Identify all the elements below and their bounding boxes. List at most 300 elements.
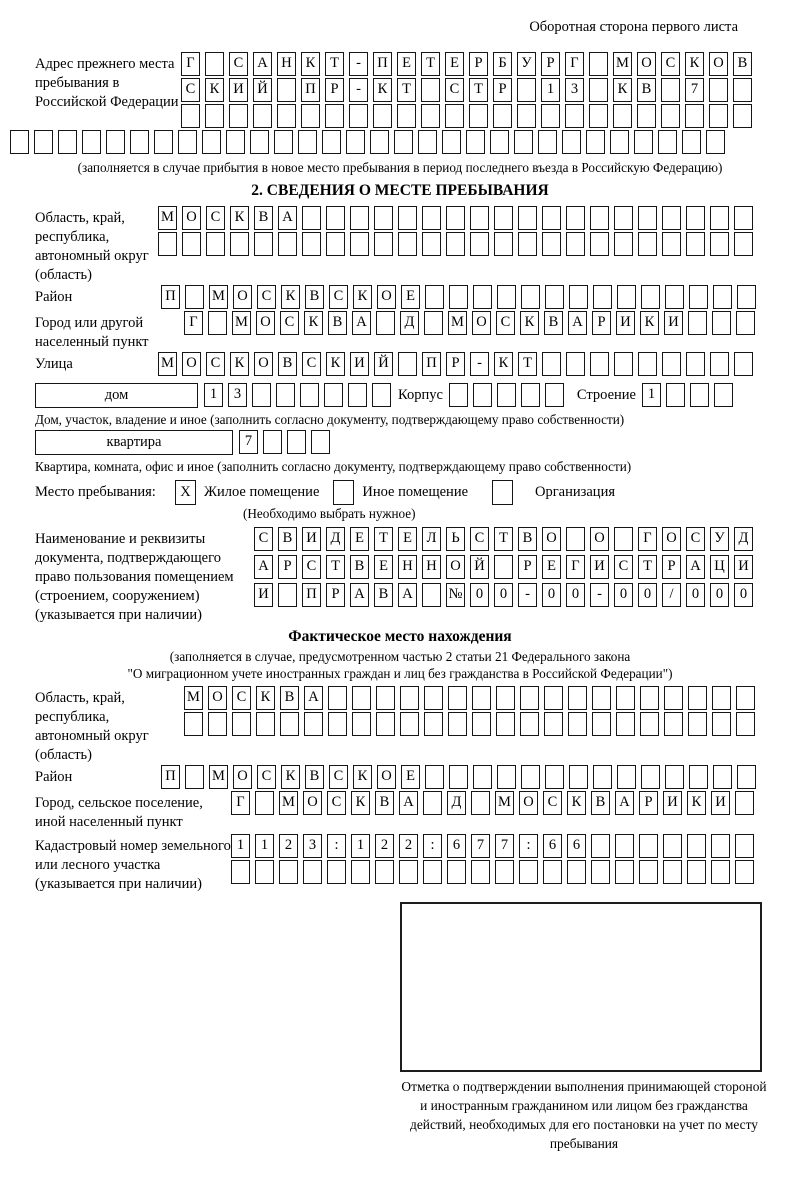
checkbox-residential[interactable]: X bbox=[175, 480, 196, 505]
char-cell[interactable] bbox=[662, 232, 681, 256]
char-cell[interactable] bbox=[348, 383, 367, 407]
char-cell[interactable]: Б bbox=[493, 52, 512, 76]
char-cell[interactable]: Л bbox=[422, 527, 441, 551]
char-cell[interactable]: В bbox=[591, 791, 610, 815]
char-cell[interactable]: В bbox=[637, 78, 656, 102]
char-cell[interactable] bbox=[252, 383, 271, 407]
char-cell[interactable] bbox=[637, 104, 656, 128]
char-cell[interactable]: О bbox=[519, 791, 538, 815]
char-cell[interactable] bbox=[130, 130, 149, 154]
char-cell[interactable] bbox=[352, 686, 371, 710]
char-cell[interactable] bbox=[494, 232, 513, 256]
char-cell[interactable] bbox=[376, 686, 395, 710]
char-cell[interactable]: 7 bbox=[239, 430, 258, 454]
char-cell[interactable] bbox=[497, 765, 516, 789]
char-cell[interactable]: О bbox=[377, 765, 396, 789]
char-cell[interactable] bbox=[545, 383, 564, 407]
char-cell[interactable] bbox=[710, 206, 729, 230]
char-cell[interactable] bbox=[689, 765, 708, 789]
char-cell[interactable]: К bbox=[205, 78, 224, 102]
char-cell[interactable] bbox=[447, 860, 466, 884]
char-cell[interactable]: М bbox=[232, 311, 251, 335]
char-cell[interactable] bbox=[446, 232, 465, 256]
char-cell[interactable]: Й bbox=[374, 352, 393, 376]
char-cell[interactable] bbox=[614, 232, 633, 256]
char-cell[interactable]: О bbox=[637, 52, 656, 76]
checkbox-organization[interactable] bbox=[492, 480, 513, 505]
char-cell[interactable] bbox=[567, 860, 586, 884]
char-cell[interactable]: К bbox=[687, 791, 706, 815]
char-cell[interactable] bbox=[229, 104, 248, 128]
char-cell[interactable]: К bbox=[281, 765, 300, 789]
char-cell[interactable] bbox=[733, 104, 752, 128]
char-cell[interactable] bbox=[448, 712, 467, 736]
char-cell[interactable] bbox=[394, 130, 413, 154]
char-cell[interactable] bbox=[712, 686, 731, 710]
char-cell[interactable] bbox=[663, 860, 682, 884]
char-cell[interactable]: К bbox=[256, 686, 275, 710]
char-cell[interactable] bbox=[497, 285, 516, 309]
char-cell[interactable]: К bbox=[281, 285, 300, 309]
char-cell[interactable] bbox=[734, 232, 753, 256]
char-cell[interactable]: О bbox=[233, 285, 252, 309]
char-cell[interactable] bbox=[373, 104, 392, 128]
char-cell[interactable] bbox=[449, 383, 468, 407]
char-cell[interactable] bbox=[589, 78, 608, 102]
char-cell[interactable]: Г bbox=[638, 527, 657, 551]
char-cell[interactable] bbox=[658, 130, 677, 154]
char-cell[interactable]: К bbox=[353, 765, 372, 789]
char-cell[interactable]: В bbox=[733, 52, 752, 76]
char-cell[interactable] bbox=[590, 352, 609, 376]
char-cell[interactable] bbox=[706, 130, 725, 154]
char-cell[interactable] bbox=[565, 104, 584, 128]
char-cell[interactable]: 2 bbox=[375, 834, 394, 858]
char-cell[interactable]: О bbox=[446, 555, 465, 579]
char-cell[interactable] bbox=[279, 860, 298, 884]
char-cell[interactable]: 0 bbox=[710, 583, 729, 607]
char-cell[interactable] bbox=[494, 206, 513, 230]
char-cell[interactable] bbox=[494, 555, 513, 579]
char-cell[interactable]: А bbox=[253, 52, 272, 76]
char-cell[interactable]: С bbox=[254, 527, 273, 551]
char-cell[interactable] bbox=[449, 765, 468, 789]
char-cell[interactable] bbox=[495, 860, 514, 884]
char-cell[interactable] bbox=[473, 285, 492, 309]
char-cell[interactable] bbox=[422, 583, 441, 607]
char-cell[interactable] bbox=[425, 285, 444, 309]
char-cell[interactable]: М bbox=[209, 285, 228, 309]
char-cell[interactable]: 0 bbox=[542, 583, 561, 607]
char-cell[interactable] bbox=[736, 686, 755, 710]
char-cell[interactable]: Ь bbox=[446, 527, 465, 551]
char-cell[interactable] bbox=[542, 232, 561, 256]
char-cell[interactable] bbox=[569, 765, 588, 789]
char-cell[interactable]: О bbox=[377, 285, 396, 309]
char-cell[interactable] bbox=[372, 383, 391, 407]
char-cell[interactable]: О bbox=[208, 686, 227, 710]
char-cell[interactable] bbox=[250, 130, 269, 154]
char-cell[interactable] bbox=[418, 130, 437, 154]
char-cell[interactable] bbox=[399, 860, 418, 884]
char-cell[interactable] bbox=[326, 232, 345, 256]
char-cell[interactable] bbox=[711, 860, 730, 884]
char-cell[interactable] bbox=[521, 285, 540, 309]
char-cell[interactable] bbox=[424, 311, 443, 335]
char-cell[interactable] bbox=[328, 686, 347, 710]
char-cell[interactable] bbox=[278, 583, 297, 607]
char-cell[interactable]: № bbox=[446, 583, 465, 607]
char-cell[interactable] bbox=[278, 232, 297, 256]
char-cell[interactable] bbox=[349, 104, 368, 128]
char-cell[interactable] bbox=[544, 686, 563, 710]
char-cell[interactable] bbox=[687, 860, 706, 884]
char-cell[interactable] bbox=[274, 130, 293, 154]
char-cell[interactable] bbox=[230, 232, 249, 256]
char-cell[interactable] bbox=[614, 352, 633, 376]
char-cell[interactable] bbox=[374, 232, 393, 256]
char-cell[interactable] bbox=[592, 686, 611, 710]
char-cell[interactable] bbox=[712, 712, 731, 736]
char-cell[interactable]: Р bbox=[325, 78, 344, 102]
char-cell[interactable] bbox=[566, 352, 585, 376]
char-cell[interactable] bbox=[158, 232, 177, 256]
char-cell[interactable] bbox=[590, 206, 609, 230]
char-cell[interactable]: К bbox=[230, 206, 249, 230]
char-cell[interactable] bbox=[592, 712, 611, 736]
char-cell[interactable]: К bbox=[613, 78, 632, 102]
char-cell[interactable]: А bbox=[615, 791, 634, 815]
char-cell[interactable]: С bbox=[181, 78, 200, 102]
char-cell[interactable] bbox=[446, 206, 465, 230]
char-cell[interactable]: С bbox=[206, 206, 225, 230]
char-cell[interactable] bbox=[106, 130, 125, 154]
char-cell[interactable] bbox=[298, 130, 317, 154]
char-cell[interactable]: С bbox=[229, 52, 248, 76]
char-cell[interactable] bbox=[277, 78, 296, 102]
char-cell[interactable]: В bbox=[278, 527, 297, 551]
char-cell[interactable]: К bbox=[685, 52, 704, 76]
char-cell[interactable] bbox=[514, 130, 533, 154]
char-cell[interactable]: Р bbox=[518, 555, 537, 579]
char-cell[interactable] bbox=[442, 130, 461, 154]
char-cell[interactable]: 0 bbox=[734, 583, 753, 607]
char-cell[interactable] bbox=[519, 860, 538, 884]
char-cell[interactable] bbox=[617, 285, 636, 309]
char-cell[interactable]: В bbox=[350, 555, 369, 579]
char-cell[interactable]: 2 bbox=[279, 834, 298, 858]
char-cell[interactable] bbox=[449, 285, 468, 309]
char-cell[interactable]: Е bbox=[398, 527, 417, 551]
char-cell[interactable] bbox=[736, 712, 755, 736]
char-cell[interactable] bbox=[518, 206, 537, 230]
char-cell[interactable] bbox=[543, 860, 562, 884]
char-cell[interactable] bbox=[709, 78, 728, 102]
char-cell[interactable] bbox=[617, 765, 636, 789]
char-cell[interactable]: О bbox=[709, 52, 728, 76]
char-cell[interactable] bbox=[300, 383, 319, 407]
checkbox-other-premises[interactable] bbox=[333, 480, 354, 505]
char-cell[interactable]: И bbox=[229, 78, 248, 102]
char-cell[interactable] bbox=[711, 834, 730, 858]
char-cell[interactable] bbox=[472, 712, 491, 736]
char-cell[interactable] bbox=[709, 104, 728, 128]
char-cell[interactable]: - bbox=[349, 52, 368, 76]
char-cell[interactable]: - bbox=[518, 583, 537, 607]
char-cell[interactable]: М bbox=[158, 206, 177, 230]
char-cell[interactable] bbox=[666, 383, 685, 407]
char-cell[interactable] bbox=[638, 352, 657, 376]
char-cell[interactable]: 7 bbox=[685, 78, 704, 102]
char-cell[interactable] bbox=[326, 206, 345, 230]
char-cell[interactable]: Р bbox=[493, 78, 512, 102]
char-cell[interactable] bbox=[568, 712, 587, 736]
char-cell[interactable]: О bbox=[542, 527, 561, 551]
char-cell[interactable] bbox=[613, 104, 632, 128]
char-cell[interactable] bbox=[497, 383, 516, 407]
char-cell[interactable] bbox=[714, 383, 733, 407]
char-cell[interactable]: А bbox=[568, 311, 587, 335]
char-cell[interactable]: У bbox=[710, 527, 729, 551]
char-cell[interactable] bbox=[713, 765, 732, 789]
char-cell[interactable]: К bbox=[494, 352, 513, 376]
char-cell[interactable] bbox=[471, 791, 490, 815]
char-cell[interactable] bbox=[280, 712, 299, 736]
char-cell[interactable] bbox=[376, 712, 395, 736]
char-cell[interactable] bbox=[421, 78, 440, 102]
char-cell[interactable]: Т bbox=[638, 555, 657, 579]
char-cell[interactable] bbox=[208, 311, 227, 335]
char-cell[interactable] bbox=[205, 52, 224, 76]
char-cell[interactable] bbox=[375, 860, 394, 884]
char-cell[interactable] bbox=[466, 130, 485, 154]
char-cell[interactable]: В bbox=[305, 765, 324, 789]
char-cell[interactable]: 1 bbox=[204, 383, 223, 407]
char-cell[interactable] bbox=[710, 232, 729, 256]
char-cell[interactable] bbox=[254, 232, 273, 256]
char-cell[interactable]: П bbox=[161, 285, 180, 309]
char-cell[interactable] bbox=[398, 232, 417, 256]
char-cell[interactable] bbox=[445, 104, 464, 128]
char-cell[interactable]: К bbox=[351, 791, 370, 815]
char-cell[interactable] bbox=[470, 232, 489, 256]
char-cell[interactable]: А bbox=[398, 583, 417, 607]
char-cell[interactable] bbox=[566, 232, 585, 256]
char-cell[interactable]: С bbox=[280, 311, 299, 335]
char-cell[interactable] bbox=[202, 130, 221, 154]
char-cell[interactable]: К bbox=[567, 791, 586, 815]
char-cell[interactable] bbox=[520, 686, 539, 710]
char-cell[interactable] bbox=[470, 206, 489, 230]
char-cell[interactable] bbox=[184, 712, 203, 736]
char-cell[interactable]: В bbox=[328, 311, 347, 335]
char-cell[interactable] bbox=[469, 104, 488, 128]
char-cell[interactable]: 0 bbox=[686, 583, 705, 607]
char-cell[interactable] bbox=[253, 104, 272, 128]
char-cell[interactable]: П bbox=[373, 52, 392, 76]
char-cell[interactable]: / bbox=[662, 583, 681, 607]
char-cell[interactable] bbox=[256, 712, 275, 736]
char-cell[interactable]: Т bbox=[518, 352, 537, 376]
char-cell[interactable] bbox=[686, 352, 705, 376]
char-cell[interactable]: Н bbox=[398, 555, 417, 579]
char-cell[interactable] bbox=[521, 765, 540, 789]
char-cell[interactable]: О bbox=[182, 206, 201, 230]
char-cell[interactable] bbox=[686, 206, 705, 230]
char-cell[interactable] bbox=[424, 686, 443, 710]
char-cell[interactable]: Ц bbox=[710, 555, 729, 579]
char-cell[interactable]: 6 bbox=[543, 834, 562, 858]
char-cell[interactable] bbox=[302, 206, 321, 230]
char-cell[interactable] bbox=[593, 285, 612, 309]
char-cell[interactable]: 1 bbox=[255, 834, 274, 858]
char-cell[interactable] bbox=[688, 712, 707, 736]
char-cell[interactable]: С bbox=[470, 527, 489, 551]
char-cell[interactable] bbox=[263, 430, 282, 454]
char-cell[interactable] bbox=[641, 285, 660, 309]
char-cell[interactable] bbox=[542, 352, 561, 376]
char-cell[interactable]: О bbox=[233, 765, 252, 789]
char-cell[interactable]: С bbox=[206, 352, 225, 376]
char-cell[interactable]: П bbox=[161, 765, 180, 789]
char-cell[interactable] bbox=[82, 130, 101, 154]
char-cell[interactable] bbox=[154, 130, 173, 154]
char-cell[interactable]: Г bbox=[184, 311, 203, 335]
char-cell[interactable]: Т bbox=[469, 78, 488, 102]
char-cell[interactable] bbox=[616, 712, 635, 736]
char-cell[interactable] bbox=[734, 352, 753, 376]
char-cell[interactable]: Г bbox=[231, 791, 250, 815]
char-cell[interactable]: М bbox=[448, 311, 467, 335]
char-cell[interactable] bbox=[472, 686, 491, 710]
char-cell[interactable] bbox=[400, 686, 419, 710]
char-cell[interactable]: 6 bbox=[567, 834, 586, 858]
char-cell[interactable] bbox=[662, 206, 681, 230]
char-cell[interactable] bbox=[665, 285, 684, 309]
char-cell[interactable] bbox=[688, 311, 707, 335]
char-cell[interactable]: Н bbox=[277, 52, 296, 76]
char-cell[interactable]: С bbox=[329, 765, 348, 789]
char-cell[interactable]: У bbox=[517, 52, 536, 76]
char-cell[interactable]: А bbox=[278, 206, 297, 230]
char-cell[interactable] bbox=[569, 285, 588, 309]
char-cell[interactable] bbox=[640, 686, 659, 710]
char-cell[interactable] bbox=[639, 860, 658, 884]
char-cell[interactable]: Д bbox=[734, 527, 753, 551]
char-cell[interactable]: Р bbox=[446, 352, 465, 376]
char-cell[interactable]: Й bbox=[253, 78, 272, 102]
char-cell[interactable] bbox=[590, 232, 609, 256]
char-cell[interactable]: Е bbox=[397, 52, 416, 76]
char-cell[interactable] bbox=[689, 285, 708, 309]
char-cell[interactable]: Н bbox=[422, 555, 441, 579]
char-cell[interactable] bbox=[350, 206, 369, 230]
char-cell[interactable]: П bbox=[302, 583, 321, 607]
char-cell[interactable]: К bbox=[353, 285, 372, 309]
char-cell[interactable] bbox=[277, 104, 296, 128]
char-cell[interactable] bbox=[735, 860, 754, 884]
char-cell[interactable]: П bbox=[422, 352, 441, 376]
char-cell[interactable] bbox=[737, 765, 756, 789]
char-cell[interactable] bbox=[520, 712, 539, 736]
char-cell[interactable]: О bbox=[662, 527, 681, 551]
char-cell[interactable]: В bbox=[305, 285, 324, 309]
char-cell[interactable] bbox=[397, 104, 416, 128]
char-cell[interactable]: И bbox=[711, 791, 730, 815]
char-cell[interactable]: А bbox=[686, 555, 705, 579]
char-cell[interactable] bbox=[376, 311, 395, 335]
char-cell[interactable]: С bbox=[257, 285, 276, 309]
char-cell[interactable] bbox=[496, 686, 515, 710]
char-cell[interactable] bbox=[688, 686, 707, 710]
char-cell[interactable]: : bbox=[519, 834, 538, 858]
char-cell[interactable]: Е bbox=[374, 555, 393, 579]
char-cell[interactable]: Е bbox=[350, 527, 369, 551]
char-cell[interactable]: Й bbox=[470, 555, 489, 579]
char-cell[interactable] bbox=[208, 712, 227, 736]
char-cell[interactable] bbox=[322, 130, 341, 154]
char-cell[interactable]: М bbox=[209, 765, 228, 789]
char-cell[interactable]: К bbox=[373, 78, 392, 102]
char-cell[interactable] bbox=[710, 352, 729, 376]
char-cell[interactable] bbox=[614, 206, 633, 230]
char-cell[interactable] bbox=[205, 104, 224, 128]
char-cell[interactable] bbox=[182, 232, 201, 256]
char-cell[interactable] bbox=[490, 130, 509, 154]
char-cell[interactable] bbox=[589, 52, 608, 76]
char-cell[interactable] bbox=[545, 285, 564, 309]
char-cell[interactable] bbox=[664, 712, 683, 736]
char-cell[interactable]: М bbox=[158, 352, 177, 376]
char-cell[interactable]: Е bbox=[401, 285, 420, 309]
char-cell[interactable]: И bbox=[254, 583, 273, 607]
char-cell[interactable] bbox=[302, 232, 321, 256]
char-cell[interactable]: Р bbox=[326, 583, 345, 607]
char-cell[interactable]: И bbox=[616, 311, 635, 335]
char-cell[interactable]: Т bbox=[421, 52, 440, 76]
char-cell[interactable] bbox=[471, 860, 490, 884]
char-cell[interactable] bbox=[562, 130, 581, 154]
char-cell[interactable]: И bbox=[663, 791, 682, 815]
char-cell[interactable] bbox=[545, 765, 564, 789]
char-cell[interactable] bbox=[521, 383, 540, 407]
char-cell[interactable] bbox=[568, 686, 587, 710]
char-cell[interactable] bbox=[370, 130, 389, 154]
char-cell[interactable]: О bbox=[590, 527, 609, 551]
char-cell[interactable] bbox=[735, 791, 754, 815]
char-cell[interactable]: С bbox=[543, 791, 562, 815]
char-cell[interactable]: : bbox=[423, 834, 442, 858]
char-cell[interactable]: - bbox=[349, 78, 368, 102]
char-cell[interactable]: А bbox=[399, 791, 418, 815]
char-cell[interactable]: К bbox=[304, 311, 323, 335]
char-cell[interactable]: Д bbox=[447, 791, 466, 815]
char-cell[interactable]: 1 bbox=[351, 834, 370, 858]
char-cell[interactable] bbox=[231, 860, 250, 884]
char-cell[interactable]: 0 bbox=[494, 583, 513, 607]
char-cell[interactable]: И bbox=[350, 352, 369, 376]
char-cell[interactable] bbox=[473, 765, 492, 789]
char-cell[interactable] bbox=[634, 130, 653, 154]
char-cell[interactable] bbox=[682, 130, 701, 154]
char-cell[interactable] bbox=[423, 860, 442, 884]
char-cell[interactable] bbox=[10, 130, 29, 154]
char-cell[interactable]: Г bbox=[566, 555, 585, 579]
char-cell[interactable]: В bbox=[280, 686, 299, 710]
char-cell[interactable] bbox=[641, 765, 660, 789]
char-cell[interactable]: Д bbox=[326, 527, 345, 551]
char-cell[interactable] bbox=[735, 834, 754, 858]
